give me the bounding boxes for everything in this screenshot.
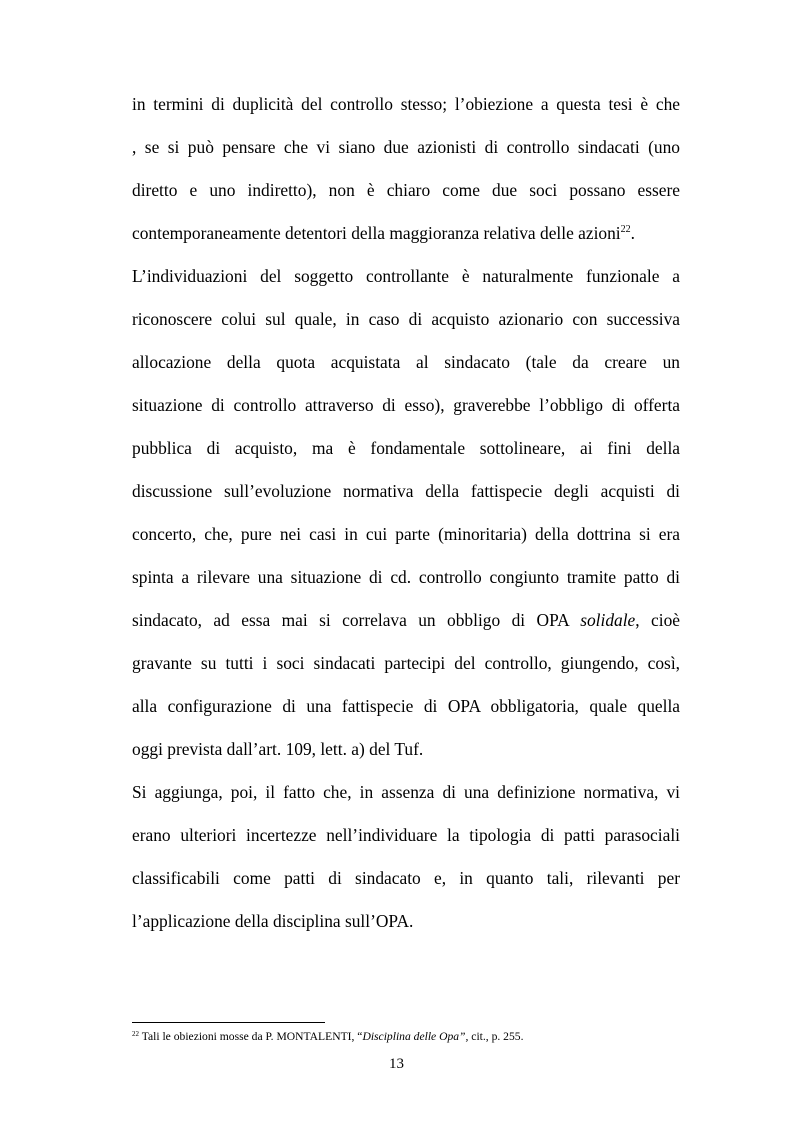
body-line-19: classificabili come patti di sindacato e, in quanto tali, rilevanti per [132, 868, 680, 888]
body-line-13-end: , cioè [635, 610, 680, 630]
body-line-16: oggi prevista dall’art. 109, lett. a) del Tuf. [132, 739, 424, 759]
body-line-2: , se si può pensare che vi siano due azionisti di controllo sindacati (uno [132, 137, 680, 157]
footnote-number: 22 [132, 1030, 139, 1038]
body-line-13-italic: solidale [580, 610, 636, 630]
body-line-12: spinta a rilevare una situazione di cd. controllo congiunto tramite patto di [132, 567, 680, 587]
body-line-17: Si aggiunga, poi, il fatto che, in assenza di una definizione normativa, vi [132, 782, 680, 802]
footnote-separator [132, 1022, 325, 1023]
body-line-7: allocazione della quota acquistata al sindacato (tale da creare un [132, 352, 680, 372]
body-line-13-text: sindacato, ad essa mai si correlava un obbligo di OPA [132, 610, 569, 630]
body-line-18: erano ulteriori incertezze nell’individuare la tipologia di patti parasociali [132, 825, 680, 845]
body-line-14: gravante su tutti i soci sindacati partecipi del controllo, giungendo, così, [132, 653, 680, 673]
body-line-3: diretto e uno indiretto), non è chiaro come due soci possano essere [132, 180, 680, 200]
body-line-6: riconoscere colui sul quale, in caso di acquisto azionario con successiva [132, 309, 680, 329]
footnote-22 [132, 1030, 523, 1044]
body-line-15: alla configurazione di una fattispecie di OPA obbligatoria, quale quella [132, 696, 680, 716]
body-line-1: in termini di duplicità del controllo stesso; l’obiezione a questa tesi è che [132, 94, 680, 114]
body-line-4-text: contemporaneamente detentori della maggioranza relativa delle azioni [132, 223, 621, 243]
body-line-4-end: . [630, 223, 635, 243]
body-line-5: L’individuazioni del soggetto controllante è naturalmente funzionale a [132, 266, 680, 286]
footnote-text-after: cit., p. 255. [468, 1030, 524, 1043]
body-line-4 [132, 223, 680, 243]
body-line-8: situazione di controllo attraverso di esso), graverebbe l’obbligo di offerta [132, 395, 680, 415]
body-line-10: discussione sull’evoluzione normativa della fattispecie degli acquisti di [132, 481, 680, 501]
footnote-italic-title: Disciplina delle Opa”, [362, 1030, 469, 1043]
body-line-13 [132, 610, 680, 630]
page-number: 13 [389, 1056, 404, 1072]
footnote-ref-22[interactable]: 22 [620, 224, 631, 235]
footnote-text-before: Tali le obiezioni mosse da P. MONTALENTI, “ [141, 1030, 363, 1043]
body-line-20: l’applicazione della disciplina sull’OPA. [132, 911, 414, 931]
body-line-9: pubblica di acquisto, ma è fondamentale sottolineare, ai fini della [132, 438, 680, 458]
body-line-11: concerto, che, pure nei casi in cui parte (minoritaria) della dottrina si era [132, 524, 680, 544]
